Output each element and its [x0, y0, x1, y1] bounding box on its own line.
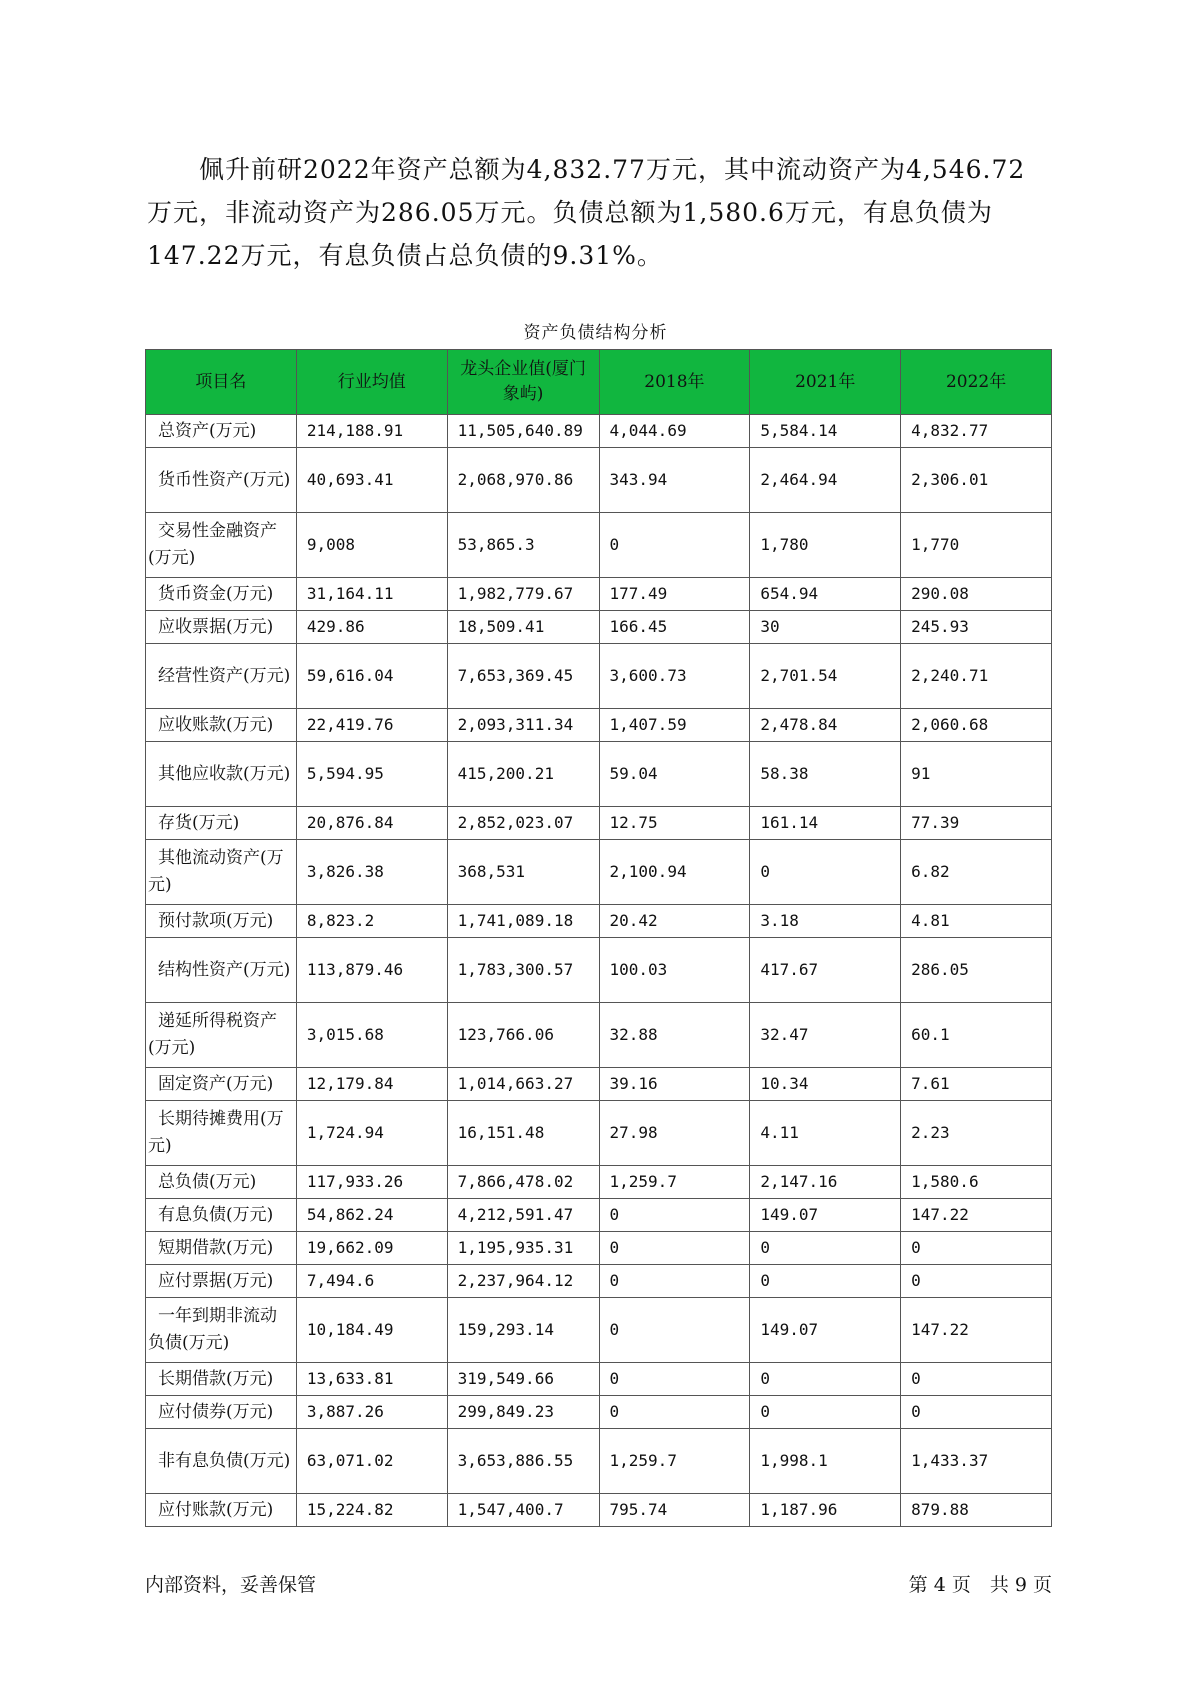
- cell-industry-average: 10,184.49: [296, 1298, 447, 1363]
- cell-2022: 4,832.77: [901, 415, 1052, 448]
- cell-leader-value: 368,531: [447, 840, 599, 905]
- cell-industry-average: 20,876.84: [296, 807, 447, 840]
- cell-2021: 0: [750, 1396, 901, 1429]
- cell-2021: 1,998.1: [750, 1429, 901, 1494]
- table-row: [146, 905, 1052, 938]
- cell-leader-value: 4,212,591.47: [447, 1199, 599, 1232]
- cell-2018: 0: [599, 513, 750, 578]
- balance-sheet-table: [145, 349, 1052, 1527]
- cell-2022: 4.81: [901, 905, 1052, 938]
- table-row: [146, 513, 1052, 578]
- cell-industry-average: 8,823.2: [296, 905, 447, 938]
- cell-leader-value: 53,865.3: [447, 513, 599, 578]
- table-caption: 资产负债结构分析: [523, 323, 668, 343]
- cell-2021: 1,780: [750, 513, 901, 578]
- cell-2018: 343.94: [599, 448, 750, 513]
- cell-industry-average: 13,633.81: [296, 1363, 447, 1396]
- cell-2021: 149.07: [750, 1298, 901, 1363]
- table-row: [146, 1101, 1052, 1166]
- cell-item-name: 货币性资产(万元): [146, 448, 297, 513]
- cell-industry-average: 429.86: [296, 611, 447, 644]
- table-row: [146, 938, 1052, 1003]
- cell-leader-value: 1,982,779.67: [447, 578, 599, 611]
- cell-industry-average: 54,862.24: [296, 1199, 447, 1232]
- table-row: [146, 1068, 1052, 1101]
- cell-leader-value: 299,849.23: [447, 1396, 599, 1429]
- cell-leader-value: 11,505,640.89: [447, 415, 599, 448]
- cell-2018: 795.74: [599, 1494, 750, 1527]
- cell-2022: 286.05: [901, 938, 1052, 1003]
- cell-leader-value: 2,852,023.07: [447, 807, 599, 840]
- cell-industry-average: 63,071.02: [296, 1429, 447, 1494]
- cell-2022: 2.23: [901, 1101, 1052, 1166]
- cell-2018: 166.45: [599, 611, 750, 644]
- table-row: [146, 1199, 1052, 1232]
- cell-industry-average: 59,616.04: [296, 644, 447, 709]
- cell-leader-value: 159,293.14: [447, 1298, 599, 1363]
- cell-2021: 0: [750, 1265, 901, 1298]
- cell-2022: 7.61: [901, 1068, 1052, 1101]
- cell-2018: 3,600.73: [599, 644, 750, 709]
- header-2022: 2022年: [901, 350, 1052, 415]
- cell-leader-value: 1,014,663.27: [447, 1068, 599, 1101]
- cell-2018: 0: [599, 1199, 750, 1232]
- cell-2018: 2,100.94: [599, 840, 750, 905]
- cell-industry-average: 3,887.26: [296, 1396, 447, 1429]
- cell-leader-value: 2,093,311.34: [447, 709, 599, 742]
- table-row: [146, 578, 1052, 611]
- cell-2018: 1,259.7: [599, 1166, 750, 1199]
- cell-industry-average: 15,224.82: [296, 1494, 447, 1527]
- cell-leader-value: 415,200.21: [447, 742, 599, 807]
- cell-2018: 32.88: [599, 1003, 750, 1068]
- table-row: [146, 1265, 1052, 1298]
- cell-2022: 2,240.71: [901, 644, 1052, 709]
- cell-leader-value: 319,549.66: [447, 1363, 599, 1396]
- cell-item-name: 非有息负债(万元): [146, 1429, 297, 1494]
- cell-2021: 0: [750, 1232, 901, 1265]
- table-row: [146, 1494, 1052, 1527]
- table-row: [146, 644, 1052, 709]
- cell-2022: 91: [901, 742, 1052, 807]
- cell-item-name: 一年到期非流动负债(万元): [146, 1298, 297, 1363]
- cell-2018: 0: [599, 1232, 750, 1265]
- table-row: [146, 840, 1052, 905]
- table-header-row: [146, 350, 1052, 415]
- cell-item-name: 存货(万元): [146, 807, 297, 840]
- cell-2018: 59.04: [599, 742, 750, 807]
- footer-confidential-note: 内部资料，妥善保管: [145, 1574, 317, 1596]
- header-leader-value: 龙头企业值(厦门象屿): [447, 350, 599, 415]
- cell-industry-average: 117,933.26: [296, 1166, 447, 1199]
- cell-industry-average: 7,494.6: [296, 1265, 447, 1298]
- cell-2021: 0: [750, 1363, 901, 1396]
- cell-item-name: 短期借款(万元): [146, 1232, 297, 1265]
- cell-2022: 147.22: [901, 1199, 1052, 1232]
- cell-2022: 6.82: [901, 840, 1052, 905]
- table-row: [146, 1363, 1052, 1396]
- cell-2018: 39.16: [599, 1068, 750, 1101]
- cell-industry-average: 19,662.09: [296, 1232, 447, 1265]
- cell-item-name: 结构性资产(万元): [146, 938, 297, 1003]
- cell-item-name: 预付款项(万元): [146, 905, 297, 938]
- table-body: [146, 415, 1052, 1527]
- cell-item-name: 其他流动资产(万元): [146, 840, 297, 905]
- cell-item-name: 其他应收款(万元): [146, 742, 297, 807]
- cell-2021: 0: [750, 840, 901, 905]
- cell-item-name: 有息负债(万元): [146, 1199, 297, 1232]
- cell-2021: 1,187.96: [750, 1494, 901, 1527]
- cell-item-name: 应付账款(万元): [146, 1494, 297, 1527]
- cell-2018: 1,407.59: [599, 709, 750, 742]
- cell-item-name: 经营性资产(万元): [146, 644, 297, 709]
- table-row: [146, 1396, 1052, 1429]
- cell-2021: 5,584.14: [750, 415, 901, 448]
- cell-2021: 2,464.94: [750, 448, 901, 513]
- cell-item-name: 应付票据(万元): [146, 1265, 297, 1298]
- cell-2021: 2,147.16: [750, 1166, 901, 1199]
- cell-2018: 12.75: [599, 807, 750, 840]
- cell-2022: 147.22: [901, 1298, 1052, 1363]
- cell-2022: 0: [901, 1396, 1052, 1429]
- cell-2018: 0: [599, 1298, 750, 1363]
- cell-leader-value: 2,237,964.12: [447, 1265, 599, 1298]
- cell-2018: 0: [599, 1363, 750, 1396]
- cell-2022: 0: [901, 1265, 1052, 1298]
- cell-industry-average: 3,015.68: [296, 1003, 447, 1068]
- cell-industry-average: 1,724.94: [296, 1101, 447, 1166]
- table-row: [146, 1429, 1052, 1494]
- cell-item-name: 应收账款(万元): [146, 709, 297, 742]
- cell-2021: 4.11: [750, 1101, 901, 1166]
- cell-2021: 58.38: [750, 742, 901, 807]
- header-industry-average: 行业均值: [296, 350, 447, 415]
- header-item-name: 项目名: [146, 350, 297, 415]
- table-row: [146, 1166, 1052, 1199]
- cell-industry-average: 12,179.84: [296, 1068, 447, 1101]
- cell-leader-value: 18,509.41: [447, 611, 599, 644]
- cell-leader-value: 1,547,400.7: [447, 1494, 599, 1527]
- table-row: [146, 807, 1052, 840]
- cell-item-name: 货币资金(万元): [146, 578, 297, 611]
- cell-industry-average: 214,188.91: [296, 415, 447, 448]
- cell-item-name: 长期借款(万元): [146, 1363, 297, 1396]
- cell-2018: 100.03: [599, 938, 750, 1003]
- cell-item-name: 总资产(万元): [146, 415, 297, 448]
- table-row: [146, 1298, 1052, 1363]
- cell-industry-average: 3,826.38: [296, 840, 447, 905]
- cell-leader-value: 1,741,089.18: [447, 905, 599, 938]
- cell-2022: 290.08: [901, 578, 1052, 611]
- cell-2018: 20.42: [599, 905, 750, 938]
- cell-2018: 4,044.69: [599, 415, 750, 448]
- cell-2018: 0: [599, 1265, 750, 1298]
- cell-leader-value: 123,766.06: [447, 1003, 599, 1068]
- table-row: [146, 742, 1052, 807]
- cell-2021: 2,701.54: [750, 644, 901, 709]
- table-row: [146, 611, 1052, 644]
- cell-item-name: 递延所得税资产(万元): [146, 1003, 297, 1068]
- cell-2018: 1,259.7: [599, 1429, 750, 1494]
- cell-2022: 879.88: [901, 1494, 1052, 1527]
- cell-2021: 30: [750, 611, 901, 644]
- table-row: [146, 709, 1052, 742]
- cell-2021: 161.14: [750, 807, 901, 840]
- cell-2021: 2,478.84: [750, 709, 901, 742]
- cell-2022: 2,060.68: [901, 709, 1052, 742]
- cell-item-name: 总负债(万元): [146, 1166, 297, 1199]
- cell-item-name: 长期待摊费用(万元): [146, 1101, 297, 1166]
- cell-item-name: 固定资产(万元): [146, 1068, 297, 1101]
- cell-2018: 0: [599, 1396, 750, 1429]
- intro-paragraph: 佩升前研2022年资产总额为4,832.77万元，其中流动资产为4,546.72万元，非流动资产为286.05万元。负债总额为1,580.6万元，有息负债为147.22万元，有息负债占总负债的9.31%。: [147, 155, 1026, 270]
- cell-leader-value: 16,151.48: [447, 1101, 599, 1166]
- cell-2022: 60.1: [901, 1003, 1052, 1068]
- cell-leader-value: 1,783,300.57: [447, 938, 599, 1003]
- cell-item-name: 应付债券(万元): [146, 1396, 297, 1429]
- cell-leader-value: 3,653,886.55: [447, 1429, 599, 1494]
- cell-industry-average: 9,008: [296, 513, 447, 578]
- cell-leader-value: 7,653,369.45: [447, 644, 599, 709]
- cell-2022: 245.93: [901, 611, 1052, 644]
- table-row: [146, 1003, 1052, 1068]
- cell-2021: 149.07: [750, 1199, 901, 1232]
- cell-2022: 2,306.01: [901, 448, 1052, 513]
- cell-2018: 27.98: [599, 1101, 750, 1166]
- cell-2021: 417.67: [750, 938, 901, 1003]
- table-row: [146, 448, 1052, 513]
- header-2021: 2021年: [750, 350, 901, 415]
- cell-2022: 77.39: [901, 807, 1052, 840]
- cell-industry-average: 22,419.76: [296, 709, 447, 742]
- cell-industry-average: 5,594.95: [296, 742, 447, 807]
- cell-industry-average: 40,693.41: [296, 448, 447, 513]
- cell-2018: 177.49: [599, 578, 750, 611]
- cell-2022: 1,433.37: [901, 1429, 1052, 1494]
- header-2018: 2018年: [599, 350, 750, 415]
- cell-leader-value: 1,195,935.31: [447, 1232, 599, 1265]
- cell-industry-average: 31,164.11: [296, 578, 447, 611]
- cell-2021: 32.47: [750, 1003, 901, 1068]
- cell-leader-value: 2,068,970.86: [447, 448, 599, 513]
- cell-2021: 10.34: [750, 1068, 901, 1101]
- cell-2021: 3.18: [750, 905, 901, 938]
- cell-leader-value: 7,866,478.02: [447, 1166, 599, 1199]
- cell-industry-average: 113,879.46: [296, 938, 447, 1003]
- table-row: [146, 1232, 1052, 1265]
- cell-2022: 1,580.6: [901, 1166, 1052, 1199]
- table-row: [146, 415, 1052, 448]
- cell-item-name: 交易性金融资产(万元): [146, 513, 297, 578]
- cell-2022: 0: [901, 1232, 1052, 1265]
- footer-page-number: 第 4 页 共 9 页: [908, 1574, 1052, 1596]
- cell-item-name: 应收票据(万元): [146, 611, 297, 644]
- cell-2022: 1,770: [901, 513, 1052, 578]
- cell-2021: 654.94: [750, 578, 901, 611]
- cell-2022: 0: [901, 1363, 1052, 1396]
